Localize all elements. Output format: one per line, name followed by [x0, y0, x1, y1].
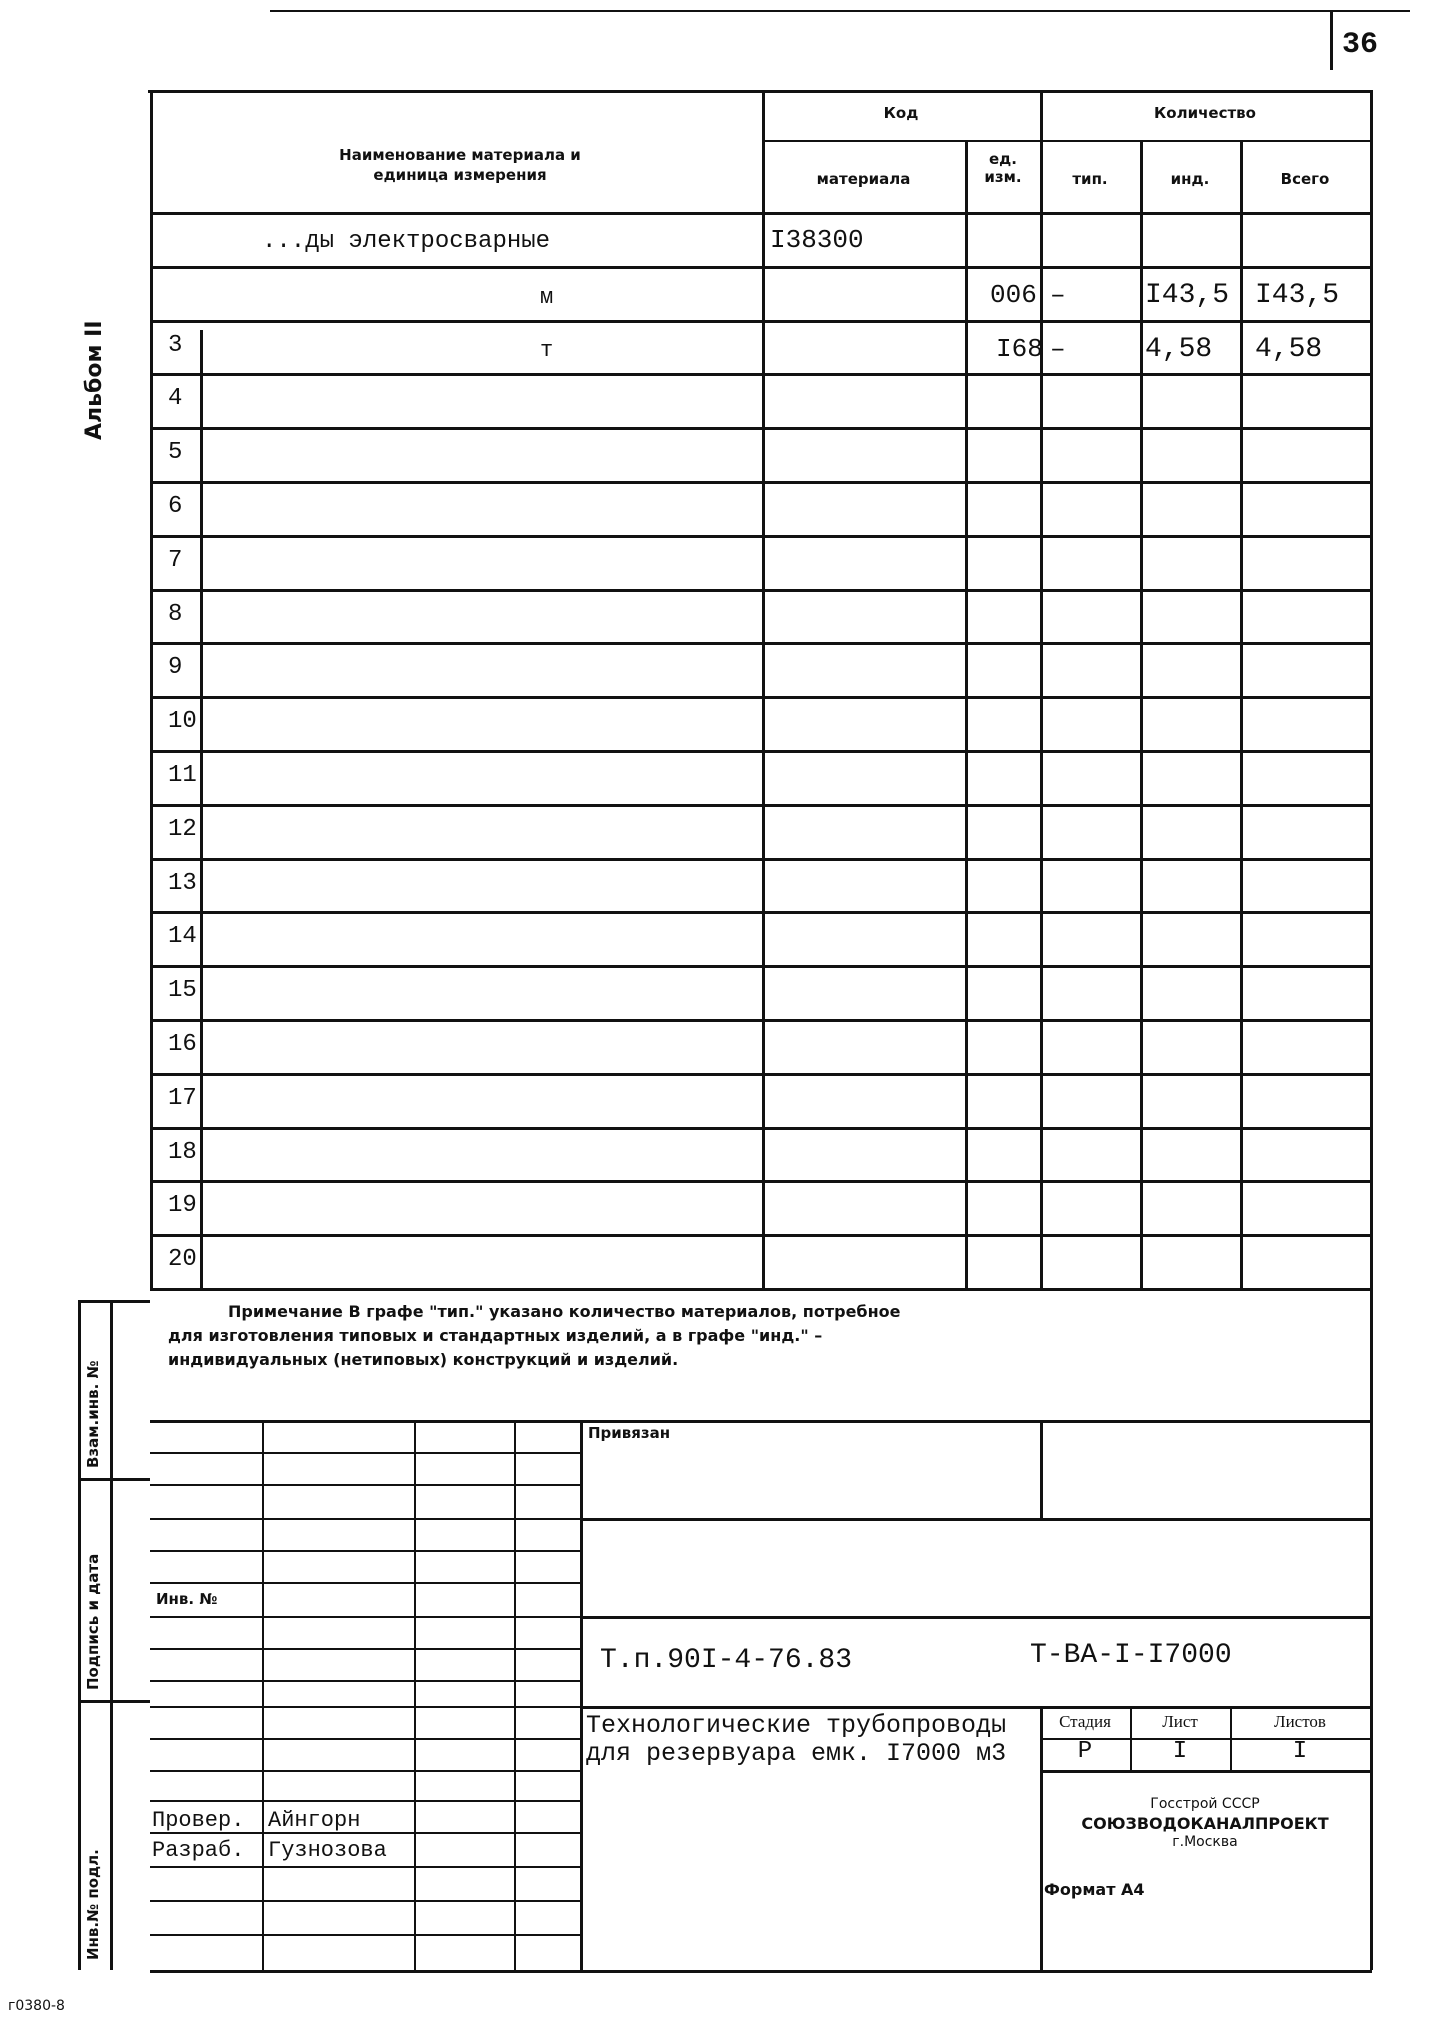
title-block-main-split — [580, 1420, 583, 1970]
sheets-value: I — [1292, 1738, 1308, 1765]
name-razrab: Гузнозова — [268, 1838, 387, 1863]
privyazan-label: Привязан — [588, 1424, 671, 1442]
row-line — [150, 481, 1370, 484]
top-border — [270, 10, 1410, 12]
row-line — [150, 1288, 1370, 1291]
side-strip-right — [110, 1300, 113, 1970]
doc-code: Т.п.90I-4-76.83 — [600, 1645, 853, 1676]
org-line2: СОЮЗВОДОКАНАЛПРОЕКТ — [1081, 1814, 1329, 1833]
row-line — [150, 1127, 1370, 1130]
title-text: Технологические трубопроводы для резервуара емк. I7000 м3 — [586, 1711, 1007, 1768]
row-number: 6 — [168, 493, 183, 520]
row-3-typ: – — [1050, 334, 1066, 364]
row-line — [150, 266, 1370, 269]
role-prover: Провер. — [152, 1808, 245, 1833]
row-number: 18 — [168, 1139, 197, 1166]
note-text: Примечание В графе "тип." указано количество материалов, потребное для изготовления типовых и стандартных изделий, а в графе "инд." – индивидуальных (нетиповых) конструкций и изделий. — [168, 1302, 901, 1369]
row-number: 8 — [168, 601, 183, 628]
inv-no-label: Инв. № — [156, 1590, 218, 1608]
row-number: 19 — [168, 1192, 197, 1219]
row-line — [150, 750, 1370, 753]
header-bottom-line — [150, 212, 1370, 215]
row-number: 7 — [168, 547, 183, 574]
stage-row-bottom — [1040, 1770, 1370, 1773]
row-number: 12 — [168, 816, 197, 843]
sheet-label: Лист — [1162, 1712, 1198, 1731]
tb-col-b — [414, 1420, 416, 1970]
header-code-unit: ед. изм. — [984, 150, 1022, 186]
row-line — [150, 373, 1370, 376]
title-block-row-line — [150, 1616, 580, 1618]
col-line-typ — [1140, 140, 1143, 1288]
privyazan-bottom — [580, 1518, 1370, 1521]
side-label-vzam: Взам.инв. № — [84, 1360, 102, 1468]
header-code-group: Код — [883, 104, 919, 122]
row-2-unit: 006 — [990, 280, 1037, 310]
format-label: Формат А4 — [1044, 1880, 1145, 1899]
col-line-ind — [1240, 140, 1243, 1288]
title-block-row-line — [150, 1518, 580, 1520]
stage-value: Р — [1077, 1738, 1093, 1765]
tb-col-c — [514, 1420, 516, 1970]
row-1-name: ...ды электросварные — [262, 228, 551, 255]
row-line — [150, 696, 1370, 699]
row-1-code: I38300 — [770, 225, 864, 255]
row-3-total: 4,58 — [1255, 334, 1323, 365]
page-right-line — [1370, 90, 1373, 1970]
row-line — [150, 1073, 1370, 1076]
title-block-top — [150, 1420, 1370, 1423]
row-line — [150, 320, 1370, 323]
sheet-code: Т-ВА-I-I7000 — [1030, 1640, 1232, 1671]
header-code-material: материала — [816, 170, 911, 188]
side-strip-div1 — [78, 1478, 150, 1481]
name-prover: Айнгорн — [268, 1808, 361, 1833]
title-block-row-line — [150, 1800, 580, 1802]
side-label-inv-podl: Инв.№ подл. — [84, 1849, 102, 1960]
side-label-podpis: Подпись и дата — [84, 1553, 102, 1690]
title-block-row-line — [150, 1484, 580, 1486]
header-qty-ind: инд. — [1170, 170, 1210, 188]
row-line — [150, 535, 1370, 538]
row-number: 15 — [168, 977, 197, 1004]
header-qty-total: Всего — [1280, 170, 1330, 188]
stage-label: Стадия — [1059, 1712, 1111, 1731]
title-block-row-line — [150, 1582, 580, 1584]
margin-archive-label: Альбом II — [82, 320, 107, 440]
col-line-code — [965, 140, 968, 1288]
row-line — [150, 1019, 1370, 1022]
side-strip-left — [78, 1300, 81, 1970]
row-number: 13 — [168, 870, 197, 897]
row-number: 10 — [168, 708, 197, 735]
sheets-label: Листов — [1274, 1712, 1326, 1731]
side-strip-top — [78, 1300, 150, 1303]
row-number: 3 — [168, 332, 183, 359]
row-line — [150, 804, 1370, 807]
page-number-box-left — [1330, 10, 1333, 70]
row-line — [150, 858, 1370, 861]
row-number: 9 — [168, 654, 183, 681]
tb-col-a — [262, 1420, 264, 1970]
row-number: 11 — [168, 762, 197, 789]
row-3-name: т — [540, 338, 554, 363]
col-line-unit — [1040, 90, 1043, 1288]
row-2-total: I43,5 — [1255, 280, 1340, 311]
title-block-row-line — [150, 1900, 580, 1902]
row-number: 5 — [168, 439, 183, 466]
title-block-row-line — [150, 1770, 580, 1772]
page-number: 36 — [1342, 28, 1379, 62]
table-left-line — [150, 90, 153, 1288]
stamp-label: г0380-8 — [8, 1998, 65, 2014]
row-2-typ: – — [1050, 280, 1066, 310]
header-qty-typ: тип. — [1072, 170, 1108, 188]
row-line — [150, 642, 1370, 645]
row-line — [150, 965, 1370, 968]
page-bottom-line — [150, 1970, 1372, 1973]
title-block-row-line — [150, 1648, 580, 1650]
row-3-unit: I68 — [996, 334, 1043, 364]
title-block-row-line — [150, 1738, 580, 1740]
privyazan-split — [1040, 1420, 1043, 1518]
col-line-name — [762, 90, 765, 1288]
title-block-row-line — [150, 1550, 580, 1552]
header-qty-group: Количество — [1154, 104, 1256, 122]
header-name-col: Наименование материала и единица измерения — [339, 146, 581, 184]
row-line — [150, 589, 1370, 592]
row-line — [150, 427, 1370, 430]
row-2-ind: I43,5 — [1145, 280, 1230, 311]
code-row-top — [580, 1616, 1370, 1619]
title-block-row-line — [150, 1706, 580, 1708]
row-3-ind: 4,58 — [1145, 334, 1213, 365]
row-number: 17 — [168, 1085, 197, 1112]
row-number: 4 — [168, 385, 183, 412]
row-line — [150, 1180, 1370, 1183]
title-block-row-line — [150, 1934, 580, 1936]
row-line — [150, 1234, 1370, 1237]
org-line3: г.Москва — [1172, 1834, 1238, 1850]
code-row-bottom — [580, 1706, 1370, 1709]
row-number: 14 — [168, 923, 197, 950]
title-block-row-line — [150, 1866, 580, 1868]
header-split-line — [762, 140, 1370, 142]
role-razrab: Разраб. — [152, 1838, 245, 1863]
title-block-row-line — [150, 1680, 580, 1682]
table-top-line — [148, 90, 1373, 93]
org-line1: Госстрой СССР — [1150, 1796, 1260, 1812]
row-number: 20 — [168, 1246, 197, 1273]
side-strip-div2 — [78, 1700, 150, 1703]
rownum-col-line — [200, 330, 203, 1288]
row-line — [150, 911, 1370, 914]
row-2-name: м — [540, 285, 554, 310]
title-block-row-line — [150, 1452, 580, 1454]
sheet-value: I — [1172, 1738, 1188, 1765]
row-number: 16 — [168, 1031, 197, 1058]
